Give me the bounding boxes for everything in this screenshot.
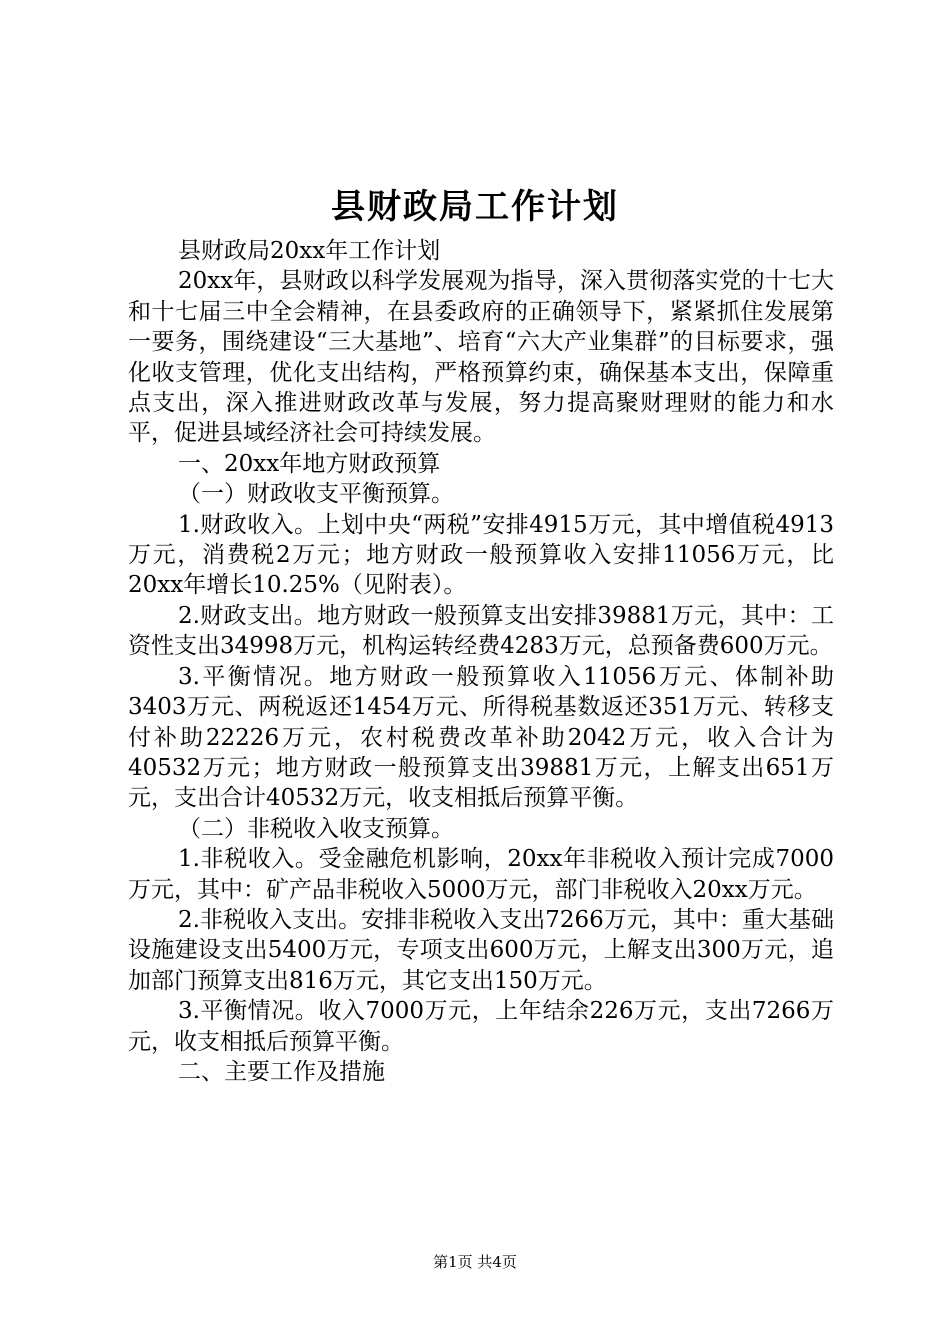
paragraph-nontax-revenue: 1.非税收入。受金融危机影响，20xx年非税收入预计完成7000万元，其中：矿产品非税收入5000万元，部门非税收入20xx万元。 (128, 846, 834, 903)
document-body (128, 236, 834, 1087)
page-number: 第1页 共4页 (433, 1253, 517, 1271)
section-heading-1: 一、20xx年地方财政预算 (178, 450, 441, 477)
paragraph-nontax-balance: 3.平衡情况。收入7000万元，上年结余226万元，支出7266万元，收支相抵后预算平衡。 (128, 998, 834, 1055)
paragraph-fiscal-revenue: 1.财政收入。上划中央“两税”安排4915万元，其中增值税4913万元，消费税2万元；地方财政一般预算收入安排11056万元，比20xx年增长10.25%（见附表）。 (128, 511, 834, 599)
paragraph-nontax-expenditure: 2.非税收入支出。安排非税收入支出7266万元，其中：重大基础设施建设支出5400万元，专项支出600万元，上解支出300万元，追加部门预算支出816万元，其它支出150万元。 (128, 906, 834, 994)
paragraph-intro: 20xx年，县财政以科学发展观为指导，深入贯彻落实党的十七大和十七届三中全会精神，在县委政府的正确领导下，紧紧抓住发展第一要务，围绕建设“三大基地”、培育“六大产业集群”的目标要求，强化收支管理，优化支出结构，严格预算约束，确保基本支出，保障重点支出，深入推进财政改革与发展，努力提高聚财理财的能力和水平，促进县域经济社会可持续发展。 (128, 268, 834, 447)
section-heading-2: 二、主要工作及措施 (178, 1058, 385, 1085)
document-title: 县财政局工作计划 (331, 187, 619, 227)
subsection-heading-2: （二）非税收入收支预算。 (178, 815, 454, 842)
paragraph-balance: 3.平衡情况。地方财政一般预算收入11056万元、体制补助3403万元、两税返还1454万元、所得税基数返还351万元、转移支付补助22226万元，农村税费改革补助2042万元，收入合计为40532万元；地方财政一般预算支出39881万元，上解支出651万元，支出合计40532万元，收支相抵后预算平衡。 (128, 663, 834, 812)
paragraph-fiscal-expenditure: 2.财政支出。地方财政一般预算支出安排39881万元，其中：工资性支出34998万元，机构运转经费4283万元，总预备费600万元。 (128, 602, 834, 660)
paragraph-subtitle: 县财政局20xx年工作计划 (178, 238, 441, 264)
subsection-heading-1: （一）财政收支平衡预算。 (178, 481, 454, 508)
